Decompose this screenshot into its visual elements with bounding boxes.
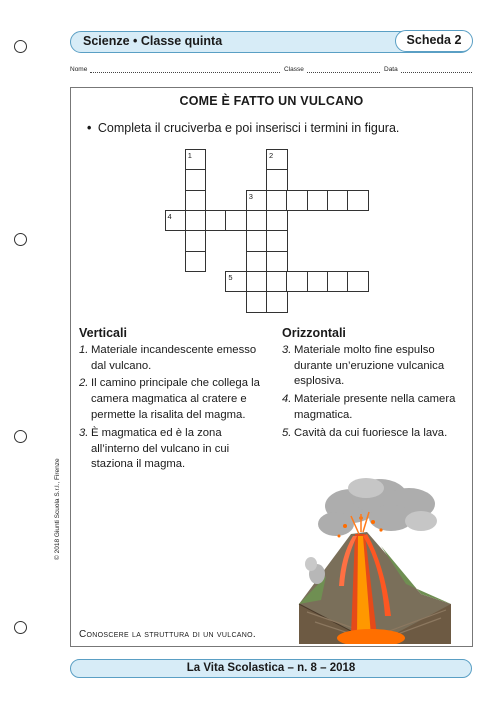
crossword-cell[interactable] [246, 210, 268, 232]
crossword-cell[interactable] [347, 190, 369, 212]
crossword-cell[interactable] [185, 230, 207, 252]
clue-item: 3. È magmatica ed è la zona all’interno del vulcano in cui staziona il magma. [79, 426, 230, 471]
crossword-cell[interactable] [266, 169, 288, 191]
crossword-number: 2 [269, 151, 274, 160]
instruction: • Completa il cruciverba e poi inserisci i termini in figura. [87, 121, 400, 135]
orizzontali-title: Orizzontali [282, 326, 346, 340]
crossword-cell[interactable] [327, 190, 349, 212]
crossword-cell[interactable] [246, 291, 268, 313]
crossword-number: 1 [187, 151, 192, 160]
subject-title: Scienze • Classe quinta [83, 34, 223, 48]
crossword-cell[interactable] [307, 190, 329, 212]
clue-item: 1. Materiale incandescente emesso dal vulcano. [79, 343, 257, 372]
crossword-cell[interactable] [225, 210, 247, 232]
crossword-cell[interactable] [185, 251, 207, 273]
student-fields [70, 66, 472, 73]
crossword-cell[interactable] [266, 210, 288, 232]
name-field[interactable]: Nome [70, 66, 280, 73]
crossword-cell[interactable] [185, 190, 207, 212]
crossword-cell[interactable] [266, 230, 288, 252]
crossword-cell[interactable] [185, 149, 207, 171]
crossword-cell[interactable] [266, 251, 288, 273]
crossword-number: 4 [167, 211, 172, 221]
verticali-title: Verticali [79, 326, 127, 340]
smoke-cloud [318, 478, 437, 536]
verticali-clues [79, 326, 271, 475]
crossword-number: 5 [228, 272, 233, 282]
crossword-cell[interactable] [246, 190, 268, 212]
clue-item: 5. Cavità da cui fuoriesce la lava. [282, 426, 448, 439]
crossword-cell[interactable] [266, 291, 288, 313]
crossword-cell[interactable] [246, 251, 268, 273]
volcano-illustration [281, 476, 466, 644]
crossword-cell[interactable] [327, 271, 349, 293]
crossword-cell[interactable] [266, 271, 288, 293]
crossword-cell[interactable] [205, 210, 227, 232]
crossword-cell[interactable] [165, 210, 187, 232]
learning-objective: Conoscere la struttura di un vulcano. [79, 629, 256, 640]
clue-item: 4. Materiale presente nella camera magmatica. [282, 393, 456, 421]
worksheet-box [70, 87, 473, 647]
clue-item: 2. Il camino principale che collega la camera magmatica al cratere e permette la risalita del magma. [79, 377, 260, 421]
binder-hole [14, 40, 27, 53]
date-field[interactable]: Data [384, 66, 472, 73]
class-field[interactable]: Classe [284, 66, 380, 73]
crossword-cell[interactable] [246, 271, 268, 293]
crossword-cell[interactable] [266, 190, 288, 212]
crossword-cell[interactable] [286, 190, 308, 212]
crossword-cell[interactable] [246, 230, 268, 252]
crossword-cell[interactable] [307, 271, 329, 293]
crossword-number: 3 [248, 191, 253, 201]
crossword-cell[interactable] [347, 271, 369, 293]
crossword-cell[interactable] [286, 271, 308, 293]
binder-hole [14, 233, 27, 246]
footer-bar: La Vita Scolastica – n. 8 – 2018 [70, 659, 472, 678]
crossword-cell[interactable] [266, 149, 288, 171]
worksheet-tab: Scheda 2 [395, 30, 473, 52]
worksheet-heading: COME È FATTO UN VULCANO [179, 94, 364, 108]
clue-item: 3. Materiale molto fine espulso durante un’eruzione vulcanica esplosiva. [282, 343, 445, 388]
binder-hole [14, 430, 27, 443]
crossword-cell[interactable] [185, 210, 207, 232]
orizzontali-clues [282, 326, 466, 444]
crossword-cell[interactable] [225, 271, 247, 293]
binder-hole [14, 621, 27, 634]
header-bar [70, 31, 472, 53]
crossword-cell[interactable] [185, 169, 207, 191]
